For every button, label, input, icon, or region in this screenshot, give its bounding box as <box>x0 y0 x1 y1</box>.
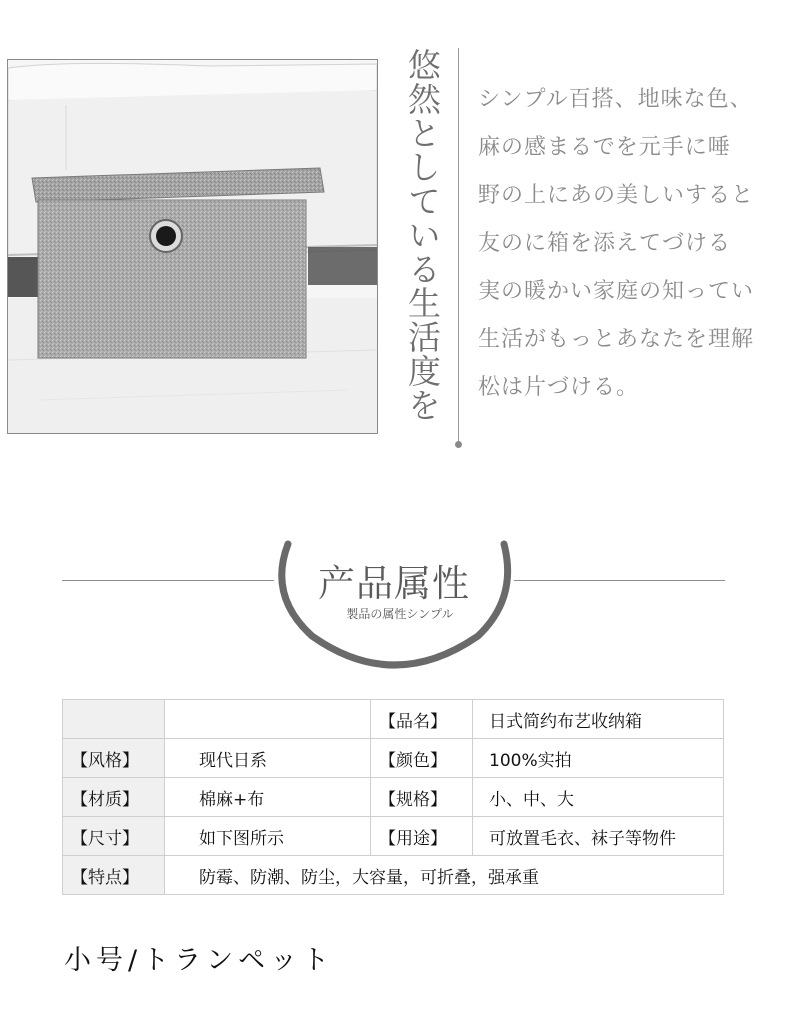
section-title: 产品属性 <box>318 562 470 605</box>
product-properties-table <box>62 699 724 895</box>
section-rule-right <box>514 580 725 581</box>
divider-dot <box>455 441 462 448</box>
prop-value: 日式简约布艺收纳箱 <box>473 700 724 739</box>
prop-value: 可放置毛衣、袜子等物件 <box>473 817 724 856</box>
storage-box-illustration <box>8 60 377 433</box>
prop-value: 现代日系 <box>165 739 371 778</box>
prop-key: 【尺寸】 <box>63 817 165 856</box>
prop-key: 【特点】 <box>63 856 165 895</box>
prop-key: 【用途】 <box>371 817 473 856</box>
poem-line: 生活がもっとあなたを理解 <box>478 327 755 352</box>
prop-key: 【品名】 <box>371 700 473 739</box>
table-row <box>63 700 724 739</box>
poem-line: シンプル百搭、地味な色、 <box>478 87 753 112</box>
prop-value: 如下图所示 <box>165 817 371 856</box>
poem-line: 実の暖かい家庭の知ってい <box>478 279 755 304</box>
prop-key: 【颜色】 <box>371 739 473 778</box>
product-photo <box>7 59 378 434</box>
prop-value: 小、中、大 <box>473 778 724 817</box>
vertical-divider <box>458 48 459 448</box>
vertical-title: 悠然としている生活度を <box>403 48 442 422</box>
poem-line: 麻の感まるでを元手に唾 <box>478 135 731 160</box>
prop-key: 【规格】 <box>371 778 473 817</box>
section-rule-left <box>62 580 274 581</box>
poem-line: 松は片づける。 <box>478 375 640 400</box>
table-row <box>63 817 724 856</box>
prop-value <box>165 700 371 739</box>
prop-key: 【风格】 <box>63 739 165 778</box>
model-size-label: 小号/トランペット <box>64 945 335 976</box>
prop-key <box>63 700 165 739</box>
section-subtitle: 製品の属性シンプル <box>346 607 454 621</box>
table-row <box>63 739 724 778</box>
poem-line: 友のに箱を添えてづける <box>478 231 732 256</box>
prop-key: 【材质】 <box>63 778 165 817</box>
poem-line: 野の上にあの美しいすると <box>478 183 755 208</box>
prop-value: 100%实拍 <box>473 739 724 778</box>
prop-value: 棉麻+布 <box>165 778 371 817</box>
poem-text <box>478 76 783 412</box>
prop-value: 防霉、防潮、防尘，大容量，可折叠，强承重 <box>165 856 724 895</box>
table-row <box>63 856 724 895</box>
table-row <box>63 778 724 817</box>
